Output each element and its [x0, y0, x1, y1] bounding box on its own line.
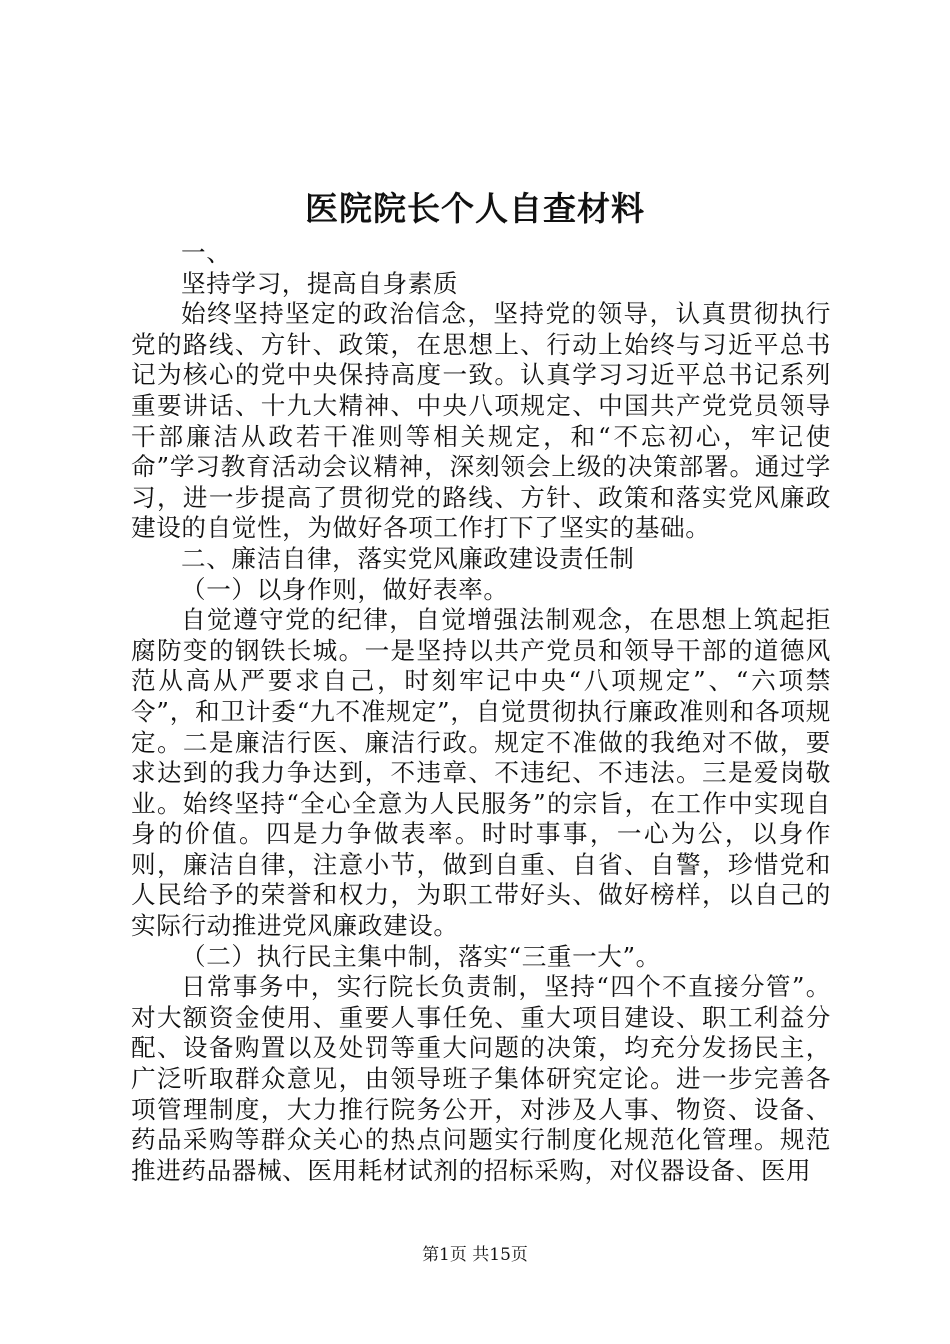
- page-footer: 第1页 共15页: [422, 1245, 528, 1265]
- document-body: [131, 238, 831, 1186]
- paragraph: 始终坚持坚定的政治信念，坚持党的领导，认真贯彻执行党的路线、方针、政策，在思想上、行动上始终与习近平总书记为核心的党中央保持高度一致。认真学习习近平总书记系列重要讲话、十九大精神、中央八项规定、中国共产党党员领导干部廉洁从政若干准则等相关规定，和“不忘初心，牢记使命”学习教育活动会议精神，深刻领会上级的决策部署。通过学习，进一步提高了贯彻党的路线、方针、政策和落实党风廉政建设的自觉性，为做好各项工作打下了坚实的基础。: [131, 299, 831, 543]
- paragraph: 自觉遵守党的纪律，自觉增强法制观念，在思想上筑起拒腐防变的钢铁长城。一是坚持以共产党员和领导干部的道德风范从高从严要求自己，时刻牢记中央“八项规定”、“六项禁令”，和卫计委“九不准规定”，自觉贯彻执行廉政准则和各项规定。二是廉洁行医、廉洁行政。规定不准做的我绝对不做，要求达到的我力争达到，不违章、不违纪、不违法。三是爱岗敬业。始终坚持“全心全意为人民服务”的宗旨，在工作中实现自身的价值。四是力争做表率。时时事事，一心为公，以身作则，廉洁自律，注意小节，做到自重、自省、自警，珍惜党和人民给予的荣誉和权力，为职工带好头、做好榜样，以自己的实际行动推进党风廉政建设。: [131, 605, 831, 941]
- subsection-heading: （一）以身作则，做好表率。: [181, 574, 509, 604]
- section-number: 一、: [181, 238, 232, 267]
- document-title: 医院院长个人自查材料: [305, 189, 645, 228]
- section-heading: 坚持学习，提高自身素质: [181, 268, 459, 298]
- paragraph: 日常事务中，实行院长负责制，坚持“四个不直接分管”。对大额资金使用、重要人事任免、重大项目建设、职工利益分配、设备购置以及处罚等重大问题的决策，均充分发扬民主，广泛听取群众意见，由领导班子集体研究定论。进一步完善各项管理制度，大力推行院务公开，对涉及人事、物资、设备、药品采购等群众关心的热点问题实行制度化规范化管理。规范推进药品器械、医用耗材试剂的招标采购，对仪器设备、医用: [131, 972, 831, 1185]
- section-heading: 二、廉洁自律，落实党风廉政建设责任制: [181, 543, 635, 573]
- subsection-heading: （二）执行民主集中制，落实“三重一大”。: [181, 941, 661, 971]
